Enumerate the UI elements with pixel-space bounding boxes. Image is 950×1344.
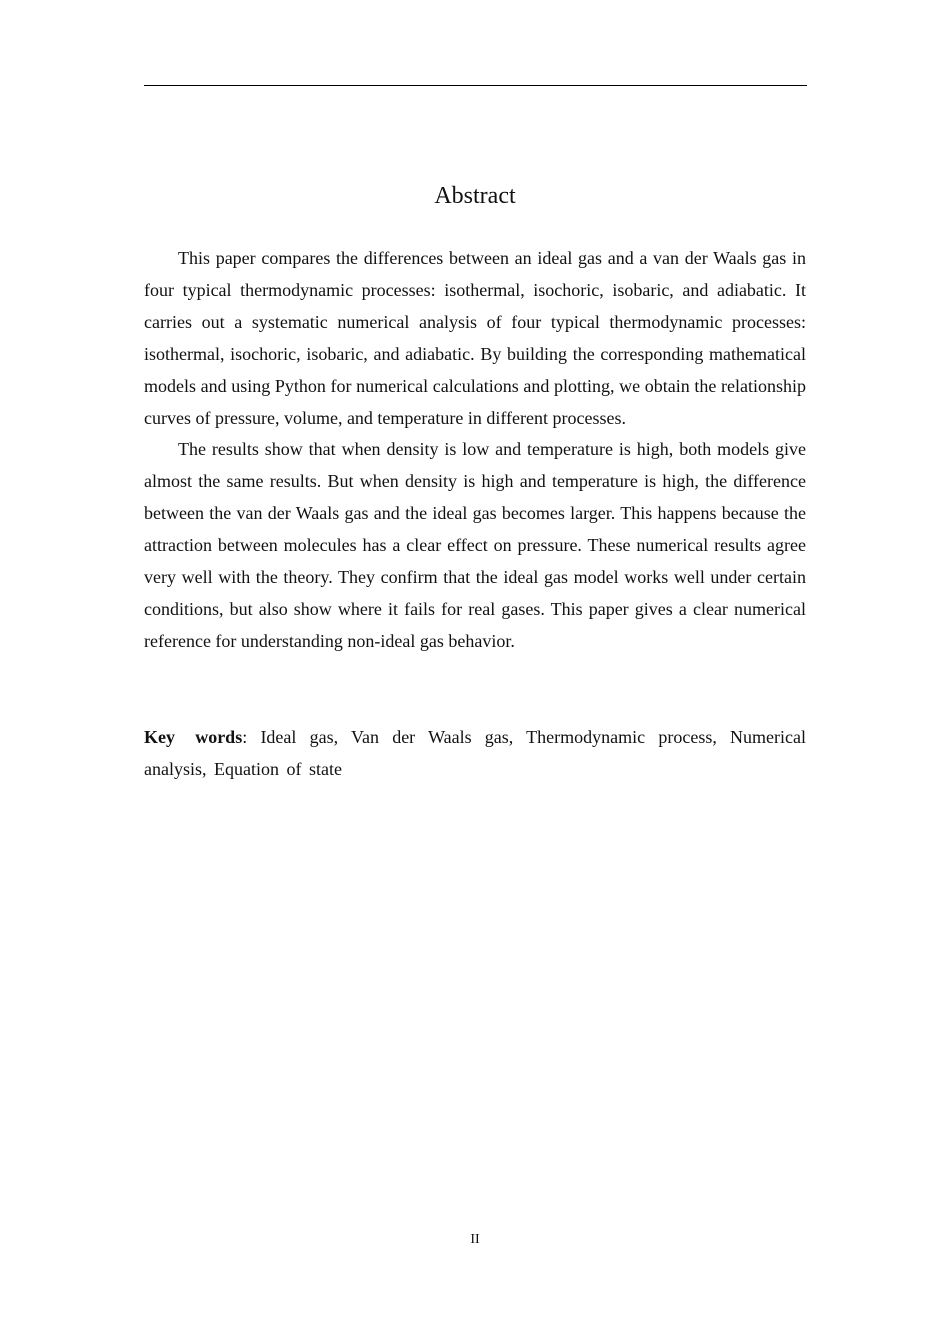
header-rule — [144, 85, 807, 86]
page-number: II — [470, 1232, 480, 1247]
keywords-separator: : — [242, 727, 248, 747]
page-title: Abstract — [434, 183, 516, 209]
keywords-label: Key words — [144, 727, 243, 747]
abstract-paragraph-1: This paper compares the differences between an ideal gas and a van der Waals gas in four typical thermodynamic processes: isothermal, isochoric, isobaric, and adiabatic. It carries out a systematic numerical analysis of four typical thermodynamic processes: isothermal, isochoric, isobaric, and adiabatic. By building the corresponding mathematical models and using Python for numerical calculations and plotting, we obtain the relationship curves of pressure, volume, and temperature in different processes. — [144, 248, 806, 428]
keywords-line — [144, 722, 806, 786]
abstract-body — [144, 243, 806, 658]
keywords-list: Ideal gas, Van der Waals gas, Thermodynamic process, Numerical analysis, Equation of state — [144, 727, 807, 779]
abstract-paragraph-2: The results show that when density is low and temperature is high, both models give almost the same results. But when density is high and temperature is high, the difference between the van der Waals gas and the ideal gas becomes larger. This happens because the attraction between molecules has a clear effect on pressure. These numerical results agree very well with the theory. They confirm that the ideal gas model works well under certain conditions, but also show where it fails for real gases. This paper gives a clear numerical reference for understanding non-ideal gas behavior. — [144, 439, 806, 651]
